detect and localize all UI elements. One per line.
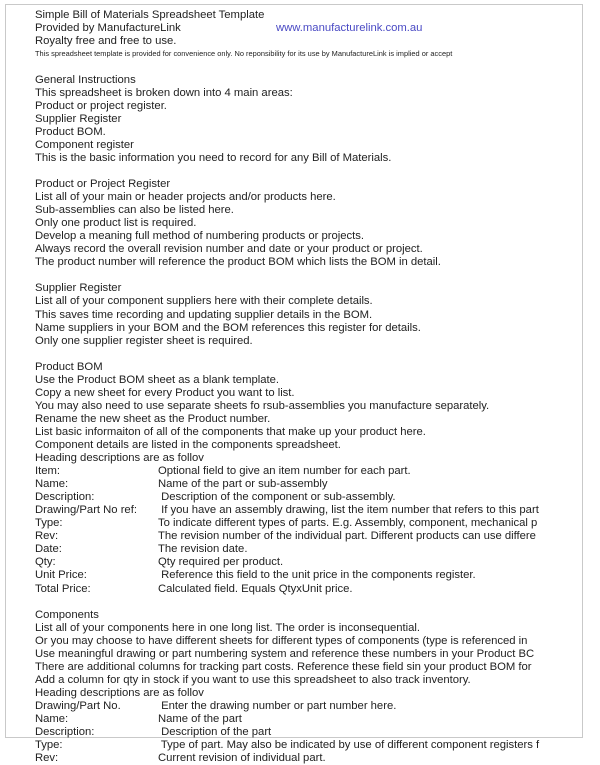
field-description: Calculated field. Equals QtyxUnit price.	[158, 582, 353, 595]
product-register-line: Only one product list is required.	[35, 217, 197, 230]
product-bom-line: List basic informaiton of all of the components that make up your product here.	[35, 425, 426, 438]
supplier-register-line: Only one supplier register sheet is required.	[35, 334, 253, 347]
document-content	[35, 9, 587, 765]
field-definition-row	[35, 543, 587, 556]
field-description: Description of the part	[158, 726, 272, 739]
field-description: Type of part. May also be indicated by use of different component registers f	[158, 739, 540, 752]
product-register-line: Develop a meaning full method of numbering products or projects.	[35, 230, 365, 243]
field-description: The revision number of the individual part. Different products can use differe	[158, 530, 536, 543]
general-instructions-line: Product BOM.	[35, 125, 106, 138]
field-label: Date:	[35, 543, 62, 556]
product-register-line: Sub-assemblies can also be listed here.	[35, 204, 234, 217]
supplier-register-line: Name suppliers in your BOM and the BOM references this register for details.	[35, 321, 421, 334]
product-bom-heading: Product BOM	[35, 360, 103, 373]
field-label: Total Price:	[35, 582, 91, 595]
product-register-heading: Product or Project Register	[35, 178, 171, 191]
field-definition-row	[35, 583, 587, 596]
field-label: Name:	[35, 478, 69, 491]
field-definition-row	[35, 491, 587, 504]
field-description: If you have an assembly drawing, list the item number that refers to this part	[158, 504, 539, 517]
components-line: Or you may choose to have different sheets for different types of components (type is referenced in	[35, 634, 528, 647]
field-definition-row	[35, 465, 587, 478]
product-bom-line: Use the Product BOM sheet as a blank template.	[35, 373, 279, 386]
general-instructions-line: Supplier Register	[35, 112, 122, 125]
spacer	[35, 596, 587, 609]
field-label: Item:	[35, 465, 61, 478]
product-register-line: List all of your main or header projects and/or products here.	[35, 191, 336, 204]
field-label: Description:	[35, 491, 95, 504]
field-description: Qty required per product.	[158, 556, 284, 569]
product-bom-line: Component details are listed in the components spreadsheet.	[35, 439, 341, 451]
document-page	[5, 4, 583, 765]
field-definition-row	[35, 713, 587, 726]
field-definition-row	[35, 700, 587, 713]
product-bom-line: Heading descriptions are as follov	[35, 452, 204, 465]
field-definition-row	[35, 569, 587, 582]
spacer	[35, 269, 587, 282]
product-bom-line: Rename the new sheet as the Product number.	[35, 412, 271, 425]
document-title: Simple Bill of Materials Spreadsheet Template	[35, 9, 265, 21]
field-description: Name of the part	[158, 712, 242, 725]
field-label: Name:	[35, 712, 69, 725]
spacer	[35, 165, 587, 178]
components-heading: Components	[35, 608, 99, 621]
field-description: Description of the component or sub-assembly.	[158, 491, 396, 504]
components-line: Heading descriptions are as follov	[35, 686, 204, 699]
general-instructions-line: Product or project register.	[35, 99, 167, 112]
components-line: List all of your components here in one long list. The order is inconsequential.	[35, 621, 421, 634]
manufacturelink-url-link[interactable]: www.manufacturelink.com.au	[276, 22, 423, 35]
provided-by-label: Provided by ManufactureLink	[35, 22, 181, 35]
spacer	[35, 61, 587, 74]
components-line: Use meaningful drawing or part numbering system and reference these numbers in your Product BC	[35, 647, 535, 660]
general-instructions-line: This is the basic information you need to record for any Bill of Materials.	[35, 151, 392, 164]
field-description: Enter the drawing number or part number here.	[158, 699, 397, 712]
product-bom-line: You may also need to use separate sheets fo rsub-assemblies you manufacture separately.	[35, 399, 490, 412]
field-label: Drawing/Part No ref:	[35, 504, 137, 517]
field-label: Type:	[35, 739, 63, 752]
components-line: There are additional columns for tracking part costs. Reference these field sin your product BOM for	[35, 660, 532, 673]
spacer	[35, 348, 587, 361]
field-label: Qty:	[35, 556, 56, 569]
field-definition-row	[35, 478, 587, 491]
field-description: The revision date.	[158, 543, 248, 556]
disclaimer-text: This spreadsheet template is provided for convenience only. No reponsibility for its use by ManufactureLink is implied or accept	[35, 49, 453, 59]
field-label: Rev:	[35, 752, 59, 765]
royalty-notice: Royalty free and free to use.	[35, 35, 177, 48]
field-label: Description:	[35, 726, 95, 739]
field-definition-row	[35, 726, 587, 739]
field-description: To indicate different types of parts. E.g. Assembly, component, mechanical p	[158, 517, 538, 530]
general-instructions-line: Component register	[35, 138, 134, 151]
field-description: Optional field to give an item number for each part.	[158, 465, 411, 478]
field-definition-row	[35, 752, 587, 765]
field-description: Current revision of individual part.	[158, 752, 326, 765]
field-definition-row	[35, 517, 587, 530]
field-definition-row	[35, 530, 587, 543]
field-definition-row	[35, 739, 587, 752]
field-definition-row	[35, 556, 587, 569]
general-instructions-heading: General Instructions	[35, 73, 136, 86]
field-label: Type:	[35, 517, 63, 530]
field-definition-row	[35, 504, 587, 517]
product-bom-line: Copy a new sheet for every Product you want to list.	[35, 386, 295, 399]
field-label: Drawing/Part No.	[35, 699, 121, 712]
field-description: Name of the part or sub-assembly	[158, 478, 328, 491]
supplier-register-line: List all of your component suppliers here with their complete details.	[35, 295, 373, 308]
supplier-register-heading: Supplier Register	[35, 282, 122, 295]
product-register-line: The product number will reference the product BOM which lists the BOM in detail.	[35, 256, 441, 269]
field-description: Reference this field to the unit price in the components register.	[158, 569, 476, 582]
provided-by-row	[35, 22, 587, 35]
supplier-register-line: This saves time recording and updating supplier details in the BOM.	[35, 308, 373, 321]
field-label: Unit Price:	[35, 569, 87, 582]
components-line: Add a column for qty in stock if you want to use this spreadsheet to also track inventory.	[35, 673, 471, 686]
general-instructions-line: This spreadsheet is broken down into 4 main areas:	[35, 86, 293, 99]
product-register-line: Always record the overall revision number and date or your product or project.	[35, 243, 423, 256]
field-label: Rev:	[35, 530, 59, 543]
